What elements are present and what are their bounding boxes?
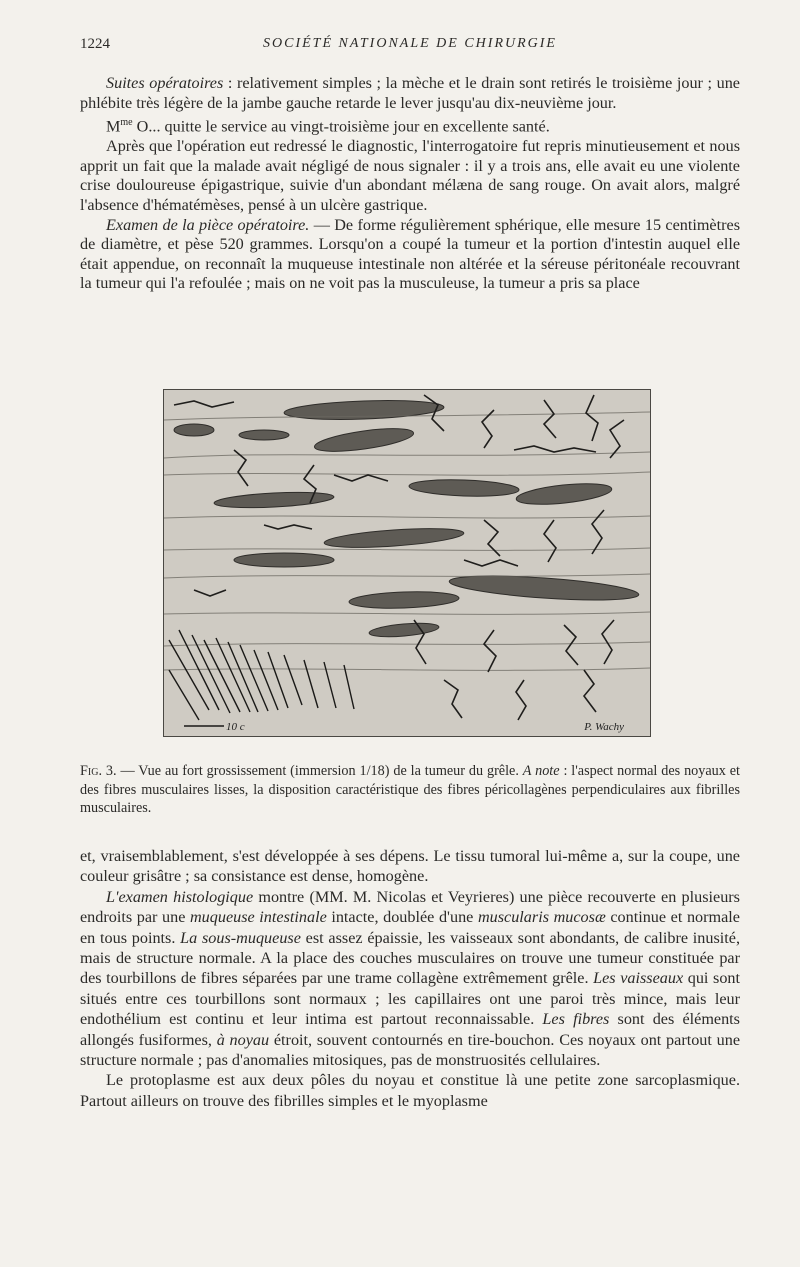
page-header <box>80 36 740 58</box>
examen-title: Examen de la pièce opératoire. <box>106 215 310 234</box>
artist-signature: P. Wachy <box>584 721 624 733</box>
paragraph-examen-histologique: L'examen histologique montre (MM. M. Nicolas et Veyrieres) une pièce recouverte en plusieurs endroits par une muqueuse intestinale intacte, doublée d'une muscularis mucosæ continue et normale en tous points. La sous-muqueuse est assez épaissie, les vaisseaux sont abondants, de calibre inusité, mais de structure normale. A la place des couches musculaires on trouve une tumeur constituée par des tourbillons de fibres séparées par une trame collagène extrêmement grêle. Les vaisseaux qui sont situés entre ces tourbillons sont normaux ; les capillaires ont une paroi très mince, mais leur endothélium est continu et leur intima est partout reconnaissable. Les fibres sont des éléments allongés fusiformes, à noyau étroit, souvent contournés en tire-bouchon. Ces noyaux ont partout une structure normale ; pas d'anomalies mitosiques, pas de monstruosités cellulaires. <box>80 887 741 1070</box>
paragraph-patient-discharge: $M^{me}$ O... quitte le service au vingt-troisième jour en excellente santé. <box>106 117 550 136</box>
figure-caption: Fig. 3. — Vue au fort grossissement (immersion 1/18) de la tumeur du grêle. A note : l'aspect normal des noyaux et des fibres musculaires lisses, la disposition caractéristique des fibres péricollagènes perpendiculaires aux fibrilles musculaires. <box>80 763 740 816</box>
paragraph-protoplasme: Le protoplasme est aux deux pôles du noyau et constitue là une petite zone sarcoplasmique. Partout ailleurs on trouve des fibrilles simples et le myoplasme <box>80 1071 740 1110</box>
scale-label: 10 c <box>226 721 245 733</box>
text-block-top <box>80 74 740 294</box>
histology-drawing <box>164 390 650 736</box>
figure-label: Fig. 3. <box>80 763 117 779</box>
note-label: A note <box>522 763 560 779</box>
running-head: SOCIÉTÉ NATIONALE DE CHIRURGIE <box>263 36 557 51</box>
paragraph-interrogatoire: Après que l'opération eut redressé le diagnostic, l'interrogatoire fut repris minutieusement et nous apprit un fait que la malade avait négligé de nous signaler : il y a trois ans, elle avait eu une violente crise douloureuse épigastrique, suivie d'un abondant mélæna de sang rouge. On avait alors, malgré l'absence d'hématémèses, pensé à un ulcère gastrique. <box>80 137 740 214</box>
paragraph-suites-operatoires: Suites opératoires : relativement simples ; la mèche et le drain sont retirés le troisième jour ; une phlébite très légère de la jambe gauche retarde le lever jusqu'au dix-neuvième jour. <box>80 74 740 112</box>
page-number: 1224 <box>80 36 110 52</box>
text-block-bottom <box>80 846 740 1111</box>
paragraph-examen-piece: Examen de la pièce opératoire. — De forme régulièrement sphérique, elle mesure 15 centimètres de diamètre, et pèse 520 grammes. Lorsqu'on a coupé la tumeur et la portion d'intestin auquel elle était appendue, on reconnaît la muqueuse intestinale non altérée et la séreuse péritonéale recouvrant la tumeur qui l'a refoulée ; mais on ne voit pas la musculeuse, la tumeur a pris sa place <box>80 215 740 293</box>
histology-figure <box>163 389 651 737</box>
suites-title: Suites opératoires <box>106 74 224 92</box>
paragraph-continuation: et, vraisemblablement, s'est développée à ses dépens. Le tissu tumoral lui-même a, sur la coupe, une couleur grisâtre ; sa consistance est dense, homogène. <box>80 847 740 886</box>
